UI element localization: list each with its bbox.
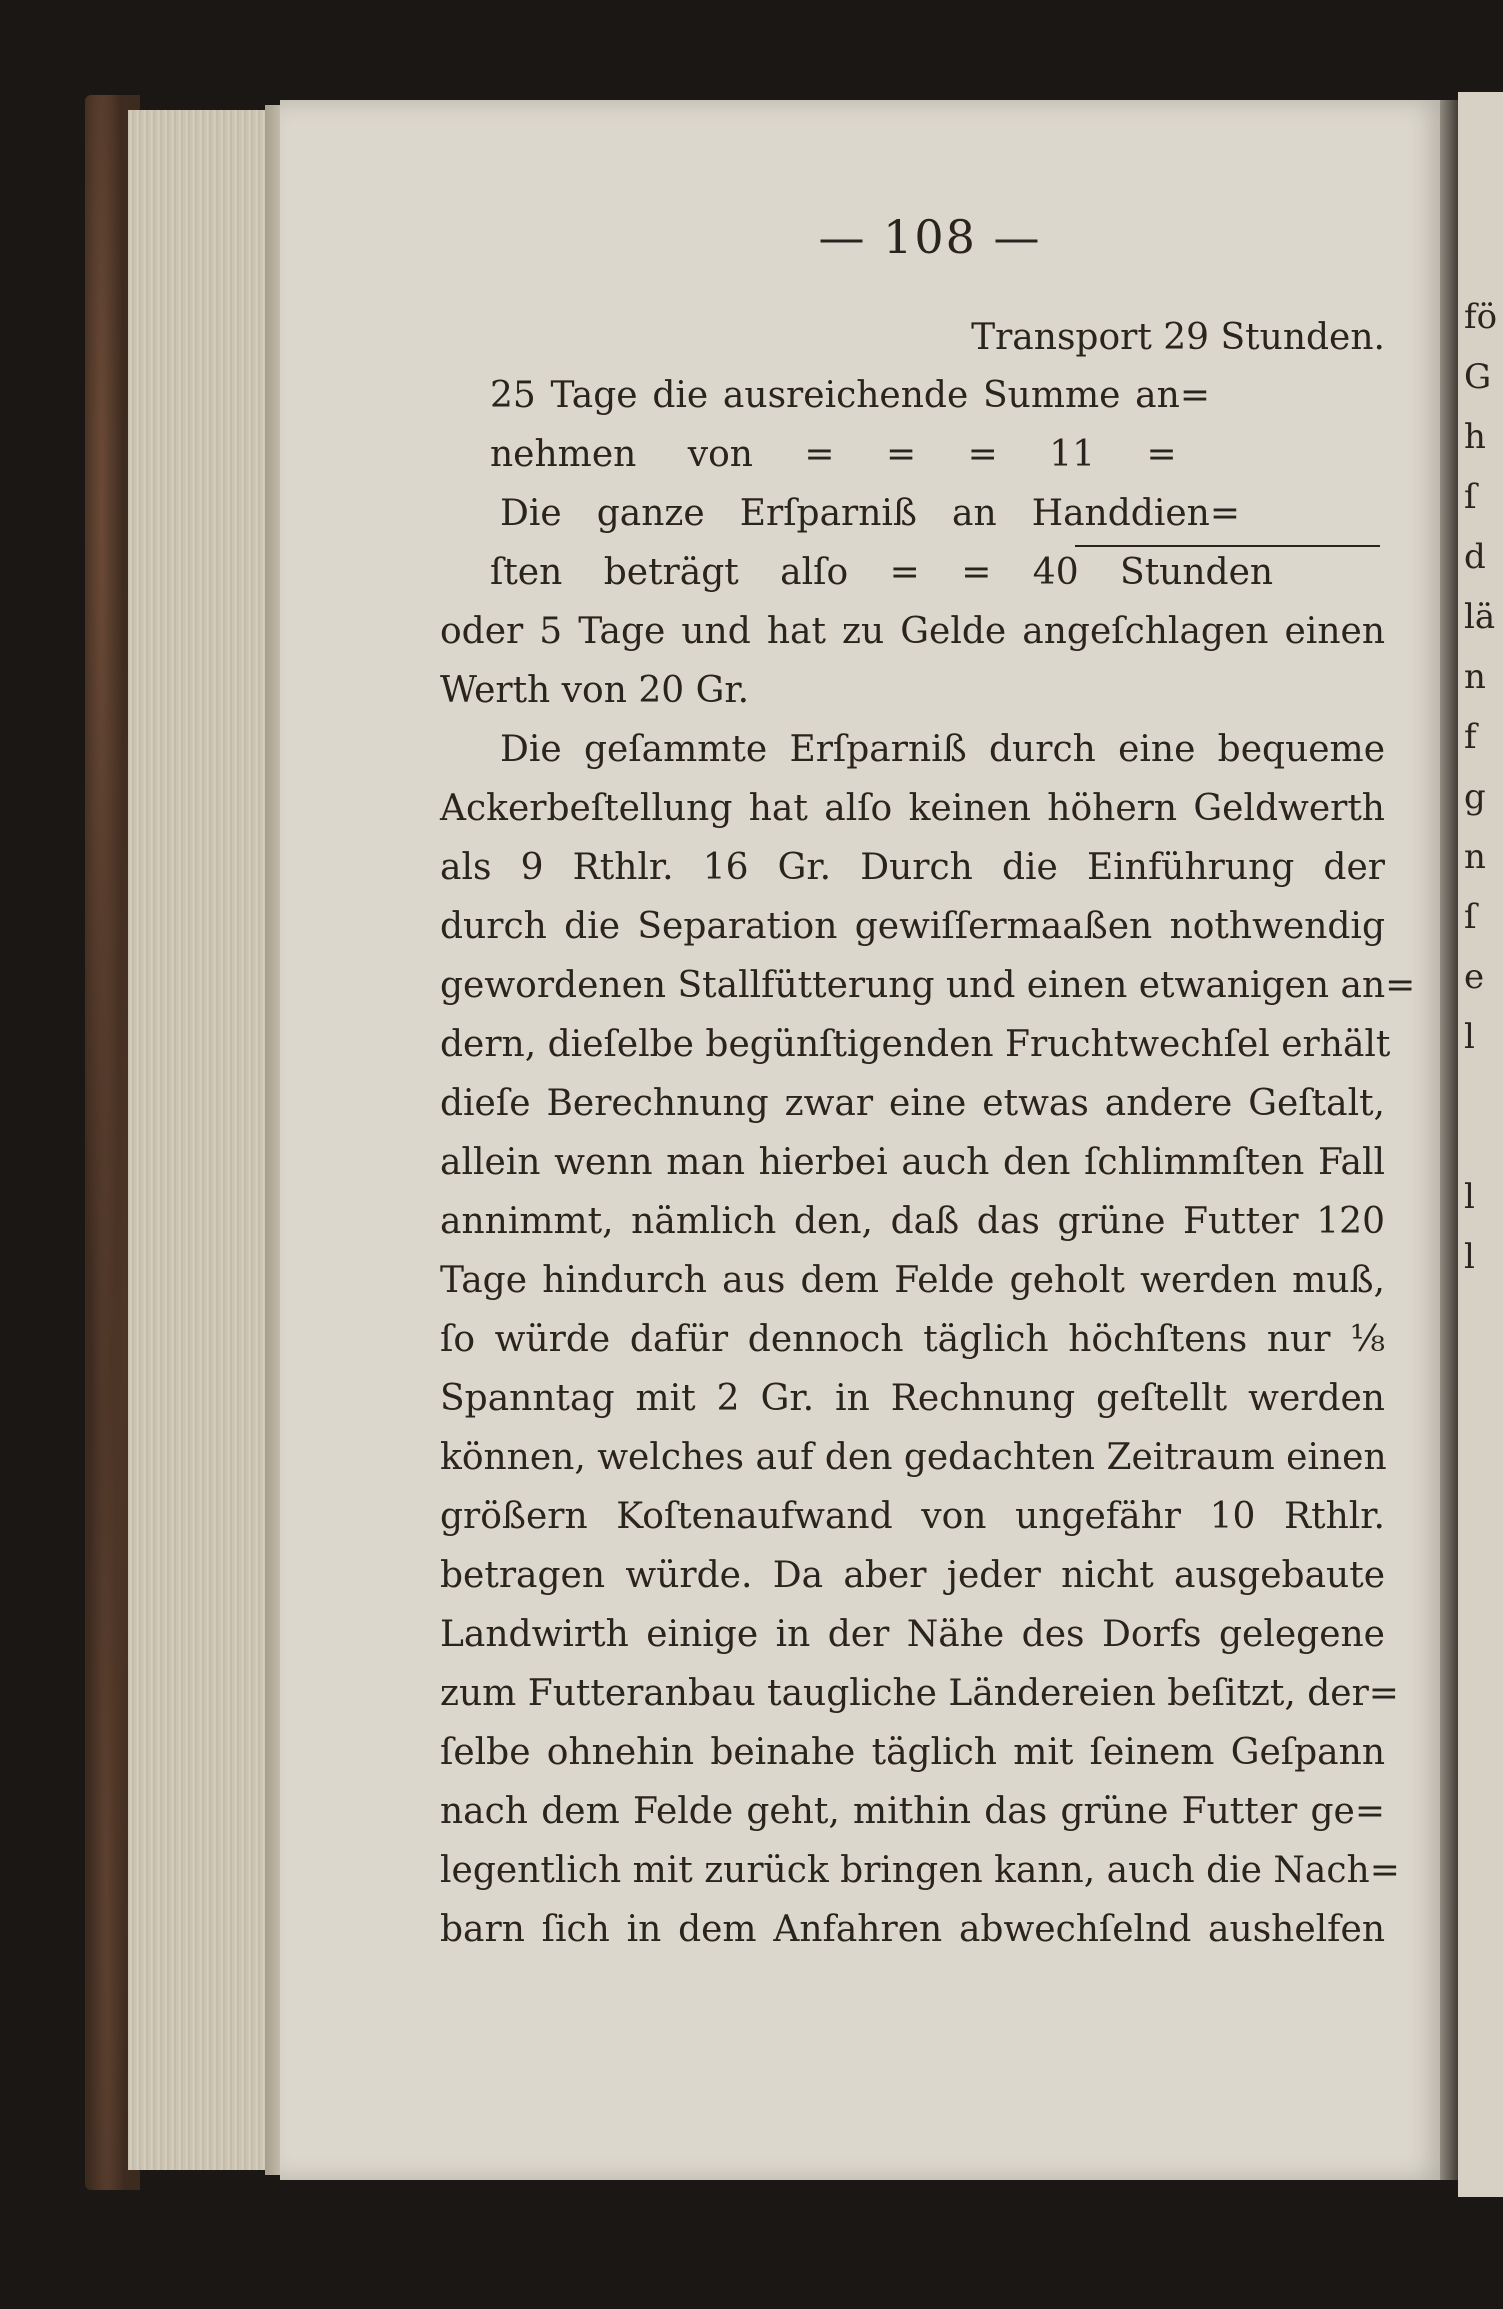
text-line: Ackerbeſtellung hat alſo keinen höhern Geldwerth — [440, 788, 1385, 829]
next-page-fragment: d — [1464, 537, 1486, 577]
next-page-fragment: g — [1464, 777, 1486, 817]
text-line: barn ſich in dem Anfahren abwechſelnd aushelfen — [440, 1909, 1385, 1950]
next-page-fragment: ſ — [1464, 477, 1477, 517]
text-line: oder 5 Tage und hat zu Gelde angeſchlagen einen — [440, 611, 1385, 652]
text-line: nach dem Felde geht, mithin das grüne Futter ge= — [440, 1791, 1385, 1832]
next-page-fragment: e — [1464, 957, 1485, 997]
text-line: ſo würde dafür dennoch täglich höchſtens nur ⅛ — [440, 1319, 1385, 1360]
next-page-fragment: l — [1464, 1017, 1475, 1057]
text-line: Tage hindurch aus dem Felde geholt werden muß, — [440, 1260, 1385, 1301]
next-page-fragment: fö — [1464, 297, 1498, 337]
next-page-fragment: n — [1464, 837, 1486, 877]
text-line: Werth von 20 Gr. — [440, 670, 750, 711]
text-line: dieſe Berechnung zwar eine etwas andere Geſtalt, — [440, 1083, 1385, 1124]
next-page-fragment: l — [1464, 1177, 1475, 1217]
text-line: dern, dieſelbe begünſtigenden Fruchtwechſel erhält — [440, 1024, 1391, 1065]
text-line: Die geſammte Erſparniß durch eine bequeme — [500, 729, 1385, 770]
next-page-fragment: h — [1464, 417, 1486, 457]
page-number: — 108 — — [818, 210, 1042, 264]
text-line: ſten beträgt alſo = = 40 Stunden — [490, 552, 1274, 593]
text-line: Landwirth einige in der Nähe des Dorfs gelegene — [440, 1614, 1385, 1655]
next-page-fragment: G — [1464, 357, 1492, 397]
page-edges — [128, 110, 283, 2170]
gutter-shadow — [1440, 100, 1460, 2180]
next-page-fragment: l — [1464, 1237, 1475, 1277]
text-line: nehmen von = = = 11 = — [490, 434, 1177, 475]
text-line: gewordenen Stallfütterung und einen etwanigen an= — [440, 965, 1416, 1006]
text-line: durch die Separation gewiſſermaaßen nothwendig — [440, 906, 1385, 947]
text-line: annimmt, nämlich den, daß das grüne Futter 120 — [440, 1201, 1385, 1242]
text-line: Transport 29 Stunden. — [971, 317, 1385, 358]
text-line: 25 Tage die ausreichende Summe an= — [490, 375, 1210, 416]
text-line: größern Koſtenaufwand von ungefähr 10 Rthlr. — [440, 1496, 1385, 1537]
text-line: Spanntag mit 2 Gr. in Rechnung geſtellt werden — [440, 1378, 1385, 1419]
text-line: betragen würde. Da aber jeder nicht ausgebaute — [440, 1555, 1385, 1596]
next-page-fragment: n — [1464, 657, 1486, 697]
text-line: können, welches auf den gedachten Zeitraum einen — [440, 1437, 1387, 1478]
text-line: zum Futteranbau taugliche Ländereien beſitzt, der= — [440, 1673, 1399, 1714]
text-line: Die ganze Erſparniß an Handdien= — [500, 493, 1240, 534]
text-line: allein wenn man hierbei auch den ſchlimmſten Fall — [440, 1142, 1385, 1183]
text-line: ſelbe ohnehin beinahe täglich mit ſeinem Geſpann — [440, 1732, 1385, 1773]
text-line: legentlich mit zurück bringen kann, auch die Nach= — [440, 1850, 1400, 1891]
next-page-fragment: lä — [1464, 597, 1496, 637]
text-line: als 9 Rthlr. 16 Gr. Durch die Einführung der — [440, 847, 1385, 888]
next-page-fragment: ſ — [1464, 897, 1477, 937]
next-page-edge — [1458, 92, 1503, 2197]
next-page-fragment: f — [1464, 717, 1477, 757]
